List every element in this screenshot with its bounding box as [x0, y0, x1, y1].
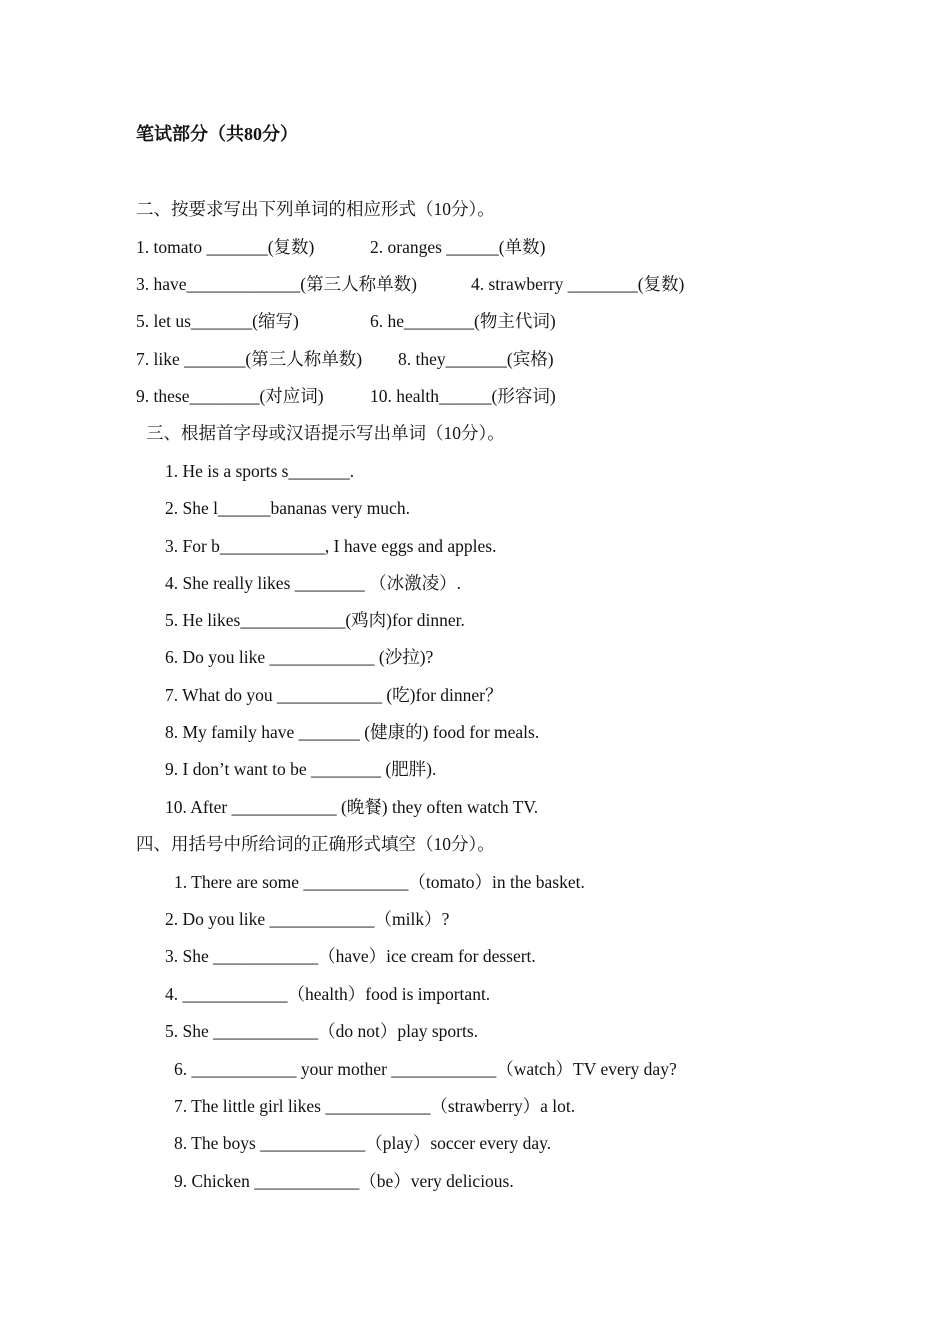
section2-item: 7. like _______(第三人称单数) [136, 349, 363, 369]
section3-item: 9. I don’t want to be ________ (肥胖). [165, 759, 437, 779]
section3-item: 7. What do you ____________ (吃)for dinner？ [165, 685, 503, 705]
section3-item: 5. He likes____________(鸡肉)for dinner. [165, 610, 465, 630]
section2-item: 8. they_______(宾格) [398, 349, 554, 369]
section2-item: 10. health______(形容词) [370, 386, 556, 406]
section4-item: 1. There are some ____________（tomato）in the basket. [174, 872, 585, 892]
section4-item: 9. Chicken ____________（be）very delicious. [174, 1171, 514, 1191]
section2-item: 2. oranges ______(单数) [370, 237, 546, 257]
section2-heading: 二、按要求写出下列单词的相应形式（10分）。 [136, 199, 495, 219]
section4-item: 2. Do you like ____________（milk）? [165, 909, 450, 929]
section2-item: 3. have_____________(第三人称单数) [136, 274, 417, 294]
section3-item: 10. After ____________ (晚餐) they often watch TV. [165, 797, 539, 817]
section2-item: 6. he________(物主代词) [370, 311, 556, 331]
section4-item: 5. She ____________（do not）play sports. [165, 1021, 479, 1041]
section2-item: 5. let us_______(缩写) [136, 311, 299, 331]
section3-item: 6. Do you like ____________ (沙拉)? [165, 647, 434, 667]
section4-item: 3. She ____________（have）ice cream for dessert. [165, 946, 536, 966]
section4-item: 4. ____________（health）food is important. [165, 984, 491, 1004]
section4-item: 8. The boys ____________（play）soccer every day. [174, 1133, 552, 1153]
section3-item: 2. She l______bananas very much. [165, 498, 410, 518]
section4-item: 6. ____________ your mother ____________（watch）TV every day? [174, 1059, 677, 1079]
page-title: 笔试部分（共80分） [136, 124, 298, 144]
section3-item: 8. My family have _______ (健康的) food for meals. [165, 722, 540, 742]
section2-item: 1. tomato _______(复数) [136, 237, 315, 257]
section2-item: 4. strawberry ________(复数) [471, 274, 685, 294]
section2-item: 9. these________(对应词) [136, 386, 324, 406]
section3-item: 3. For b____________, I have eggs and apples. [165, 536, 497, 556]
section4-item: 7. The little girl likes ____________（strawberry）a lot. [174, 1096, 576, 1116]
section4-heading: 四、用括号中所给词的正确形式填空（10分）。 [136, 834, 495, 854]
section3-item: 1. He is a sports s_______. [165, 461, 355, 481]
section3-heading: 三、根据首字母或汉语提示写出单词（10分）。 [146, 423, 505, 443]
section3-item: 4. She really likes ________ （冰激凌）. [165, 573, 462, 593]
